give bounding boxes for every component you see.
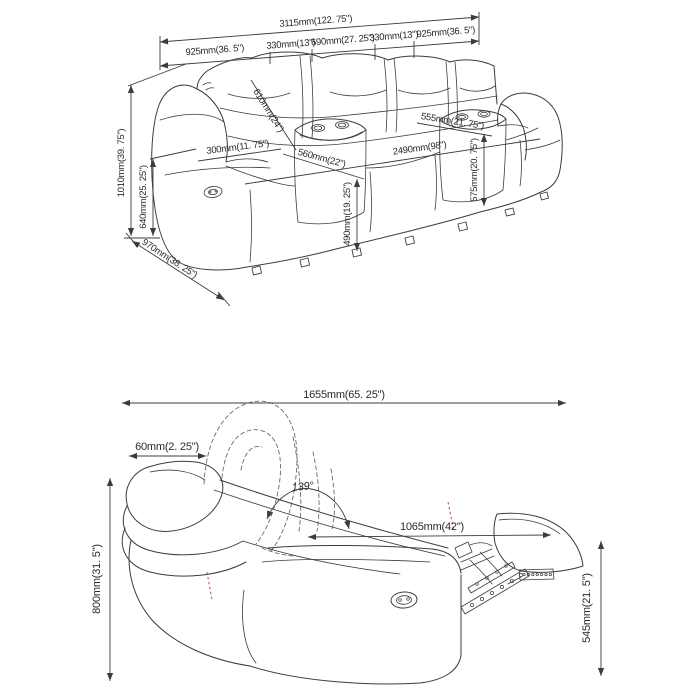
headrest-seam-3 <box>398 88 450 94</box>
back-roll-2 <box>123 506 243 555</box>
console-depth-label: 555mm(21. 75") <box>420 111 485 132</box>
base-inner-line <box>243 590 257 663</box>
legrest-height-label: 545mm(21. 5") <box>581 573 593 643</box>
sofa-backrest-left-edge <box>197 71 207 89</box>
seat-right-top <box>506 128 538 140</box>
arm-height-label: 640mm(25. 25") <box>138 165 149 229</box>
sofa-dimension-drawing <box>116 12 562 306</box>
recliner-ghost-upright <box>204 401 335 556</box>
seat-left-width-label: 925mm(36. 5") <box>185 42 245 59</box>
console-right-width-label: 330mm(13") <box>368 29 419 44</box>
red-dash-side <box>207 572 212 600</box>
seat-right-front <box>520 140 522 186</box>
reclined-height-label: 800mm(31. 5") <box>91 544 103 614</box>
headrest-seam-4 <box>460 86 495 91</box>
inner-width-label: 2490mm(98") <box>392 139 448 158</box>
back-lower-silhouette <box>129 540 250 666</box>
wall-clearance-label: 60mm(2. 25") <box>135 441 199 453</box>
back-roll-3 <box>122 528 246 576</box>
section-seam-2 <box>384 58 397 132</box>
seat-right-width-label: 925mm(36. 5") <box>416 24 476 41</box>
overall-height-label: 1010mm(39. 75") <box>116 128 127 198</box>
right-arm-front <box>525 140 560 150</box>
overall-width-label: 3115mm(122. 75") <box>279 13 353 30</box>
reclined-length-label: 1655mm(65. 25") <box>303 389 385 401</box>
seat-height-label: 490mm(19. 25") <box>342 182 353 246</box>
recliner-dimension-drawing <box>91 389 601 684</box>
recliner-dimensions <box>91 389 601 681</box>
dim-line-inner-width <box>245 139 540 184</box>
recliner-headrest <box>126 461 223 531</box>
seat-underline <box>262 559 430 562</box>
left-arm-stitch <box>203 83 214 90</box>
seat-left-front <box>250 190 252 262</box>
depth-label: 970mm(38. 25") <box>139 236 200 281</box>
power-button-sofa <box>203 185 222 198</box>
back-cushion-label: 610mm(24") <box>250 87 286 135</box>
console-height-label: 575mm(20. 75") <box>469 138 480 202</box>
right-arm-roll <box>501 104 526 160</box>
headrest-seam-2 <box>330 90 386 96</box>
left-arm-roll-front <box>160 114 224 122</box>
seat-left-top <box>226 166 295 186</box>
recliner-illustration <box>122 461 583 684</box>
left-armrest-front-edge <box>165 167 270 175</box>
footrest <box>494 513 583 584</box>
arm-width-label: 300mm(11. 75") <box>205 138 270 157</box>
dim-line-back-to-footrest <box>308 535 551 537</box>
seat-depth-label: 560mm(22") <box>296 146 347 171</box>
console-left-width-label: 330mm(13") <box>265 37 316 52</box>
headrest-inner-line <box>150 470 205 480</box>
seat-middle-width-label: 690mm(27. 25") <box>310 32 375 49</box>
power-button-recliner <box>390 591 417 609</box>
back-to-footrest-label: 1065mm(42") <box>399 521 465 533</box>
base-front-panel <box>250 575 461 684</box>
left-armrest-top <box>226 159 268 162</box>
recliner-mechanism <box>455 542 529 614</box>
height-ext-lines <box>124 64 196 238</box>
recline-angle-label: 139° <box>291 480 315 494</box>
